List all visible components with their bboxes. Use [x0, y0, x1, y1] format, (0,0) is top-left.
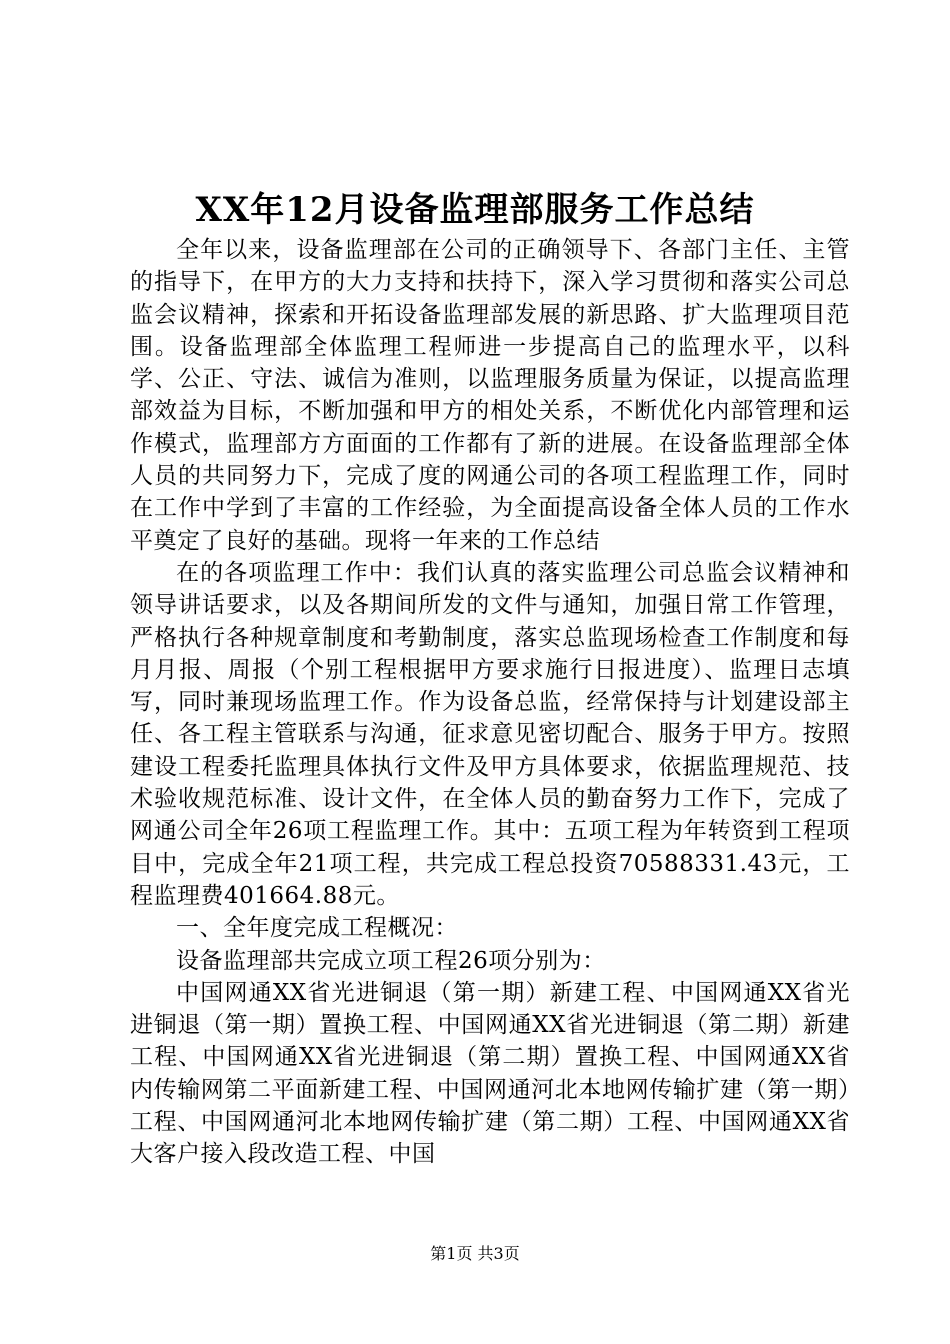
paragraph-project-list: 中国网通XX省光进铜退（第一期）新建工程、中国网通XX省光进铜退（第一期）置换工程、中国网通XX省光进铜退（第二期）新建工程、中国网通XX省光进铜退（第二期）置换工程、中国网通XX省内传输网第二平面新建工程、中国网通河北本地网传输扩建（第一期）工程、中国网通河北本地网传输扩建（第二期）工程、中国网通XX省大客户接入段改造工程、中国	[130, 979, 850, 1168]
page-footer: 第1页 共3页	[430, 1244, 520, 1263]
document-body	[130, 234, 850, 1171]
paragraph-project-count: 设备监理部共完成立项工程26项分别为：	[176, 947, 606, 974]
paragraph-work-summary: 在的各项监理工作中：我们认真的落实监理公司总监会议精神和领导讲话要求，以及各期间所发的文件与通知，加强日常工作管理，严格执行各种规章制度和考勤制度，落实总监现场检查工作制度和每月月报、周报（个别工程根据甲方要求施行日报进度）、监理日志填写，同时兼现场监理工作。作为设备总监，经常保持与计划建设部主任、各工程主管联系与沟通，征求意见密切配合、服务于甲方。按照建设工程委托监理具体执行文件及甲方具体要求，依据监理规范、技术验收规范标准、设计文件，在全体人员的勤奋努力工作下，完成了网通公司全年26项工程监理工作。其中：五项工程为年转资到工程项目中，完成全年21项工程，共完成工程总投资70588331.43元，工程监理费401664.88元。	[130, 559, 850, 909]
document-title: XX年12月设备监理部服务工作总结	[195, 190, 755, 230]
paragraph-intro: 全年以来，设备监理部在公司的正确领导下、各部门主任、主管的指导下，在甲方的大力支持和扶持下，深入学习贯彻和落实公司总监会议精神，探索和开拓设备监理部发展的新思路、扩大监理项目范围。设备监理部全体监理工程师进一步提高自己的监理水平，以科学、公正、守法、诚信为准则，以监理服务质量为保证，以提高监理部效益为目标，不断加强和甲方的相处关系，不断优化内部管理和运作模式，监理部方方面面的工作都有了新的进展。在设备监理部全体人员的共同努力下，完成了度的网通公司的各项工程监理工作，同时在工作中学到了丰富的工作经验，为全面提高设备全体人员的工作水平奠定了良好的基础。现将一年来的工作总结	[130, 237, 850, 554]
section-heading: 一、全年度完成工程概况：	[176, 915, 458, 942]
